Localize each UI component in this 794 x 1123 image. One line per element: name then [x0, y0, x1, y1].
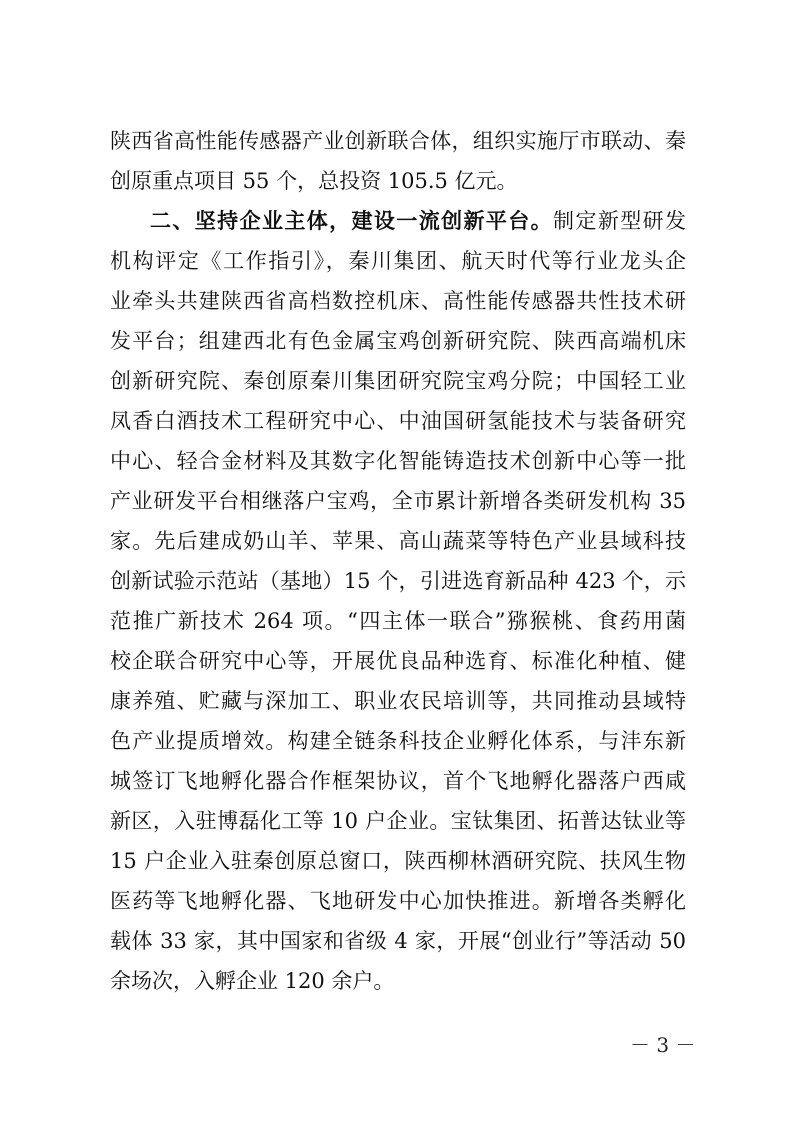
text-line: 城签订飞地孵化器合作框架协议，首个飞地孵化器落户西咸 [110, 769, 686, 793]
section-heading-rest: 制定新型研发 [553, 209, 686, 233]
text-line: 创新研究院、秦创原秦川集团研究院宝鸡分院；中国轻工业 [110, 369, 686, 393]
text-line: 医药等飞地孵化器、飞地研发中心加快推进。新增各类孵化 [110, 889, 686, 913]
text-line: 创新试验示范站（基地）15 个，引进选育新品种 423 个，示 [110, 569, 686, 593]
text-line: 凤香白酒技术工程研究中心、中油国研氢能技术与装备研究 [110, 409, 686, 433]
text-line: 校企联合研究中心等，开展优良品种选育、标准化种植、健 [110, 649, 686, 673]
text-line: 康养殖、贮藏与深加工、职业农民培训等，共同推动县域特 [110, 689, 686, 713]
page-number: － 3 － [630, 1033, 696, 1057]
text-line: 陕西省高性能传感器产业创新联合体，组织实施厅市联动、秦 [110, 129, 686, 153]
text-line: 载体 33 家，其中国家和省级 4 家，开展“创业行”等活动 50 [110, 929, 686, 953]
text-line: 15 户企业入驻秦创原总窗口，陕西柳林酒研究院、扶风生物 [110, 849, 686, 873]
text-line: 机构评定《工作指引》，秦川集团、航天时代等行业龙头企 [110, 249, 686, 273]
text-line: 家。先后建成奶山羊、苹果、高山蔬菜等特色产业县域科技 [110, 529, 686, 553]
text-line: 创原重点项目 55 个，总投资 105.5 亿元。 [110, 169, 518, 193]
text-line: 发平台；组建西北有色金属宝鸡创新研究院、陕西高端机床 [110, 329, 686, 353]
section-heading: 二、坚持企业主体，建设一流创新平台。 [150, 208, 554, 233]
text-line: 业牵头共建陕西省高档数控机床、高性能传感器共性技术研 [110, 289, 686, 313]
text-line: 范推广新技术 264 项。“四主体一联合”猕猴桃、食药用菌 [110, 609, 686, 633]
section-heading-line [150, 201, 686, 241]
text-line: 产业研发平台相继落户宝鸡，全市累计新增各类研发机构 35 [110, 489, 686, 513]
text-line: 中心、轻合金材料及其数字化智能铸造技术创新中心等一批 [110, 449, 686, 473]
text-line: 新区，入驻博磊化工等 10 户企业。宝钛集团、拓普达钛业等 [110, 809, 686, 833]
text-line: 色产业提质增效。构建全链条科技企业孵化体系，与沣东新 [110, 729, 686, 753]
text-line: 余场次，入孵企业 120 余户。 [110, 969, 395, 993]
